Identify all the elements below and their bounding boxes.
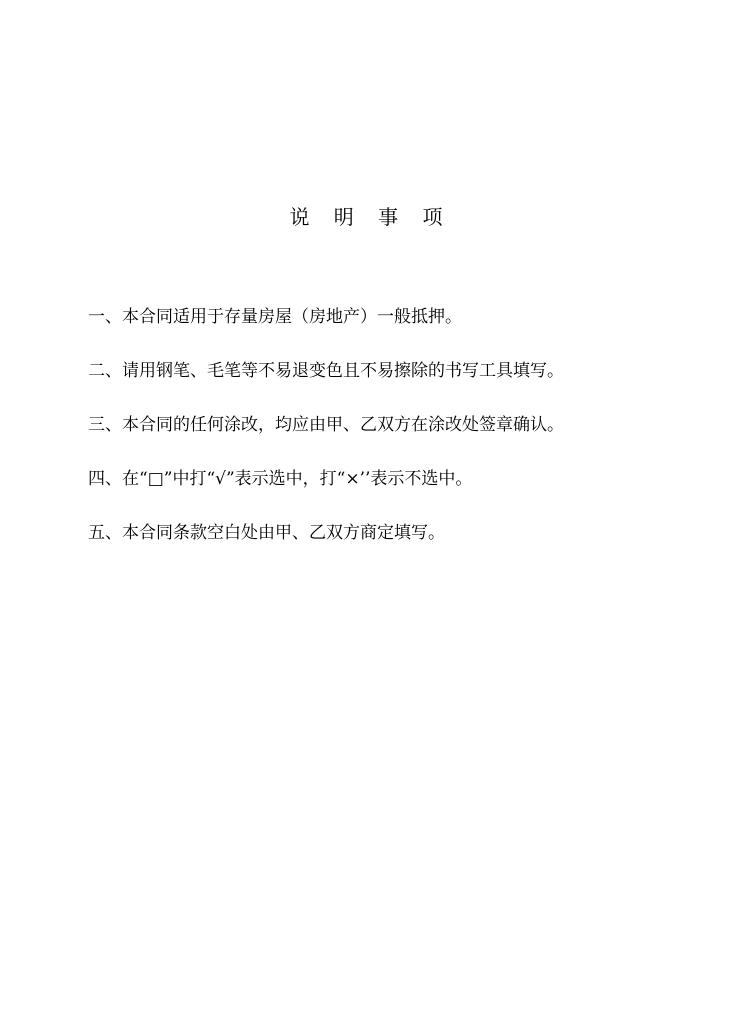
- instruction-item-1: 一、本合同适用于存量房屋（房地产）一般抵押。: [88, 307, 462, 327]
- instruction-item-2: 二、请用钢笔、毛笔等不易退变色且不易擦除的书写工具填写。: [88, 361, 564, 381]
- instruction-item-4: 四、在“□”中打“√”表示选中，打“×’’表示不选中。: [88, 469, 473, 489]
- instructions-list: [88, 303, 708, 573]
- instruction-item-3: 三、本合同的任何涂改，均应由甲、乙双方在涂改处签章确认。: [88, 415, 564, 435]
- instruction-item-5: 五、本合同条款空白处由甲、乙双方商定填写。: [88, 523, 445, 543]
- page-title: 说 明 事 项: [289, 205, 452, 229]
